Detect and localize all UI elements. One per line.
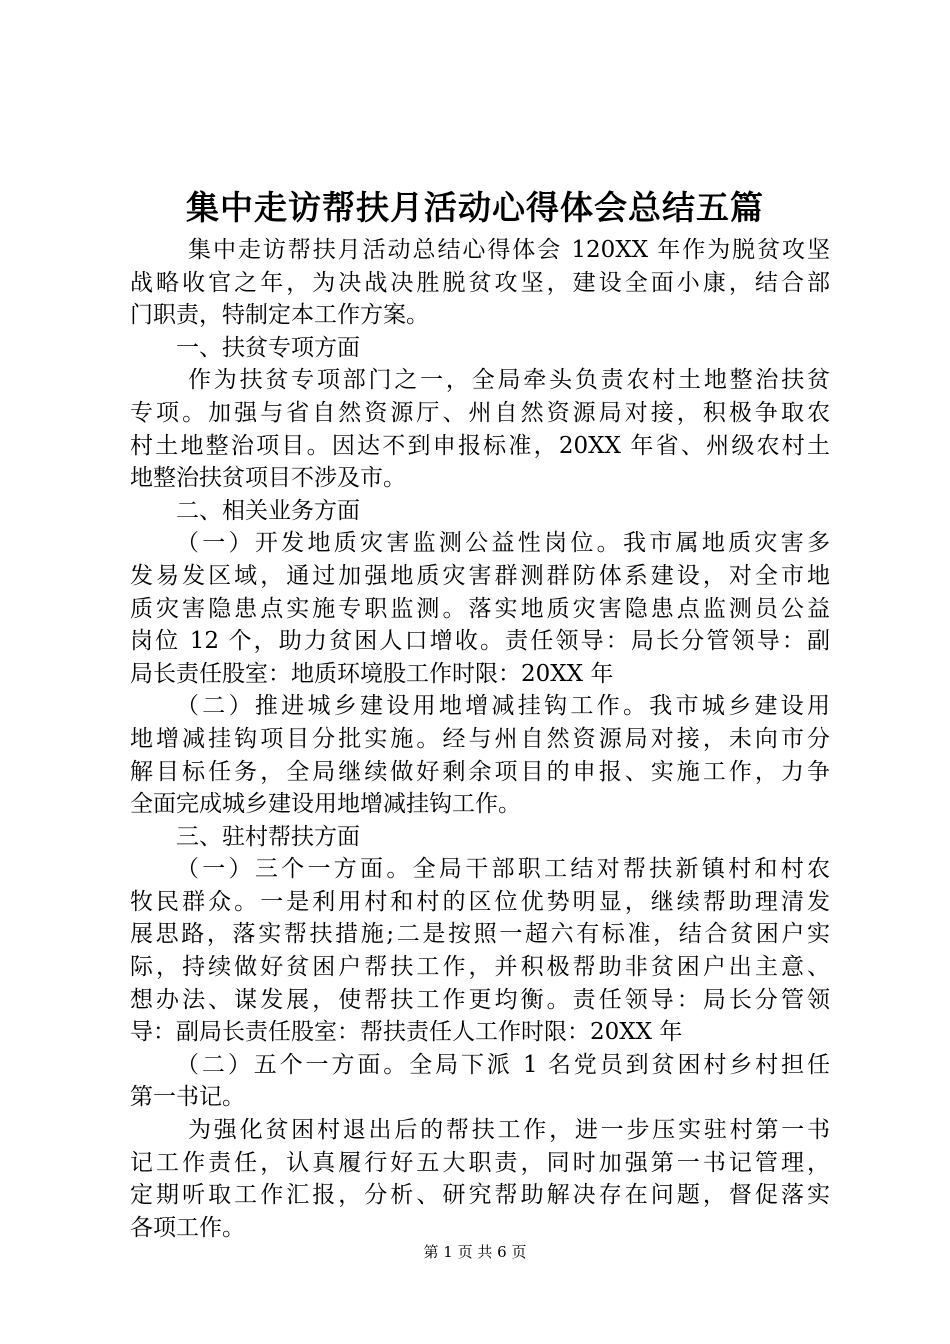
text-line: 想办法、谋发展，使帮扶工作更均衡。责任领导：局长分管领	[130, 986, 830, 1013]
section-heading: 三、驻村帮扶方面	[176, 823, 360, 850]
section-heading: 二、相关业务方面	[176, 497, 360, 524]
text-line: 局长责任股室：地质环境股工作时限：20XX 年	[130, 660, 614, 687]
text-line: 集中走访帮扶月活动总结心得体会 120XX 年作为脱贫攻坚	[188, 237, 830, 263]
text-line: 际，持续做好贫困户帮扶工作，并积极帮助非贫困户出主意、	[130, 954, 830, 981]
document-body	[130, 234, 830, 1244]
text-line: 地增减挂钩项目分批实施。经与州自然资源局对接，未向市分	[130, 725, 830, 752]
section-heading: 一、扶贫专项方面	[176, 334, 360, 361]
text-line: 战略收官之年，为决战决胜脱贫攻坚，建设全面小康，结合部	[130, 269, 830, 296]
text-line: 门职责，特制定本工作方案。	[130, 302, 429, 329]
text-line: 专项。加强与省自然资源厅、州自然资源局对接，积极争取农	[130, 399, 830, 426]
text-line: 全面完成城乡建设用地增减挂钩工作。	[130, 791, 521, 818]
text-line: （二）五个一方面。全局下派 1 名党员到贫困村乡村担任	[176, 1051, 830, 1078]
text-line: 第一书记。	[130, 1084, 245, 1111]
text-line: 各项工作。	[130, 1214, 245, 1241]
text-line: 为强化贫困村退出后的帮扶工作，进一步压实驻村第一书	[188, 1117, 830, 1144]
text-line: （一）开发地质灾害监测公益性岗位。我市属地质灾害多	[176, 530, 830, 557]
text-line: （二）推进城乡建设用地增减挂钩工作。我市城乡建设用	[176, 693, 830, 720]
text-line: 村土地整治项目。因达不到申报标准，20XX 年省、州级农村土	[130, 432, 830, 459]
text-line: 质灾害隐患点实施专职监测。落实地质灾害隐患点监测员公益	[130, 595, 830, 622]
text-line: 定期听取工作汇报，分析、研究帮助解决存在问题，督促落实	[130, 1182, 830, 1209]
text-line: 导：副局长责任股室：帮扶责任人工作时限：20XX 年	[130, 1019, 683, 1046]
text-line: 记工作责任，认真履行好五大职责，同时加强第一书记管理，	[130, 1149, 830, 1176]
page-title: 集中走访帮扶月活动心得体会总结五篇	[186, 188, 764, 227]
text-line: （一）三个一方面。全局干部职工结对帮扶新镇村和村农	[176, 856, 830, 883]
text-line: 作为扶贫专项部门之一，全局牵头负责农村土地整治扶贫	[188, 367, 830, 394]
text-line: 地整治扶贫项目不涉及市。	[130, 465, 406, 492]
text-line: 岗位 12 个，助力贫困人口增收。责任领导：局长分管领导：副	[130, 628, 830, 655]
text-line: 牧民群众。一是利用村和村的区位优势明显，继续帮助理清发	[130, 888, 830, 915]
text-line: 解目标任务，全局继续做好剩余项目的申报、实施工作，力争	[130, 758, 830, 785]
page-number: 第 1 页 共 6 页	[423, 1243, 527, 1261]
text-line: 发易发区域，通过加强地质灾害群测群防体系建设，对全市地	[130, 562, 830, 589]
text-line: 展思路，落实帮扶措施;二是按照一超六有标准，结合贫困户实	[130, 921, 830, 948]
